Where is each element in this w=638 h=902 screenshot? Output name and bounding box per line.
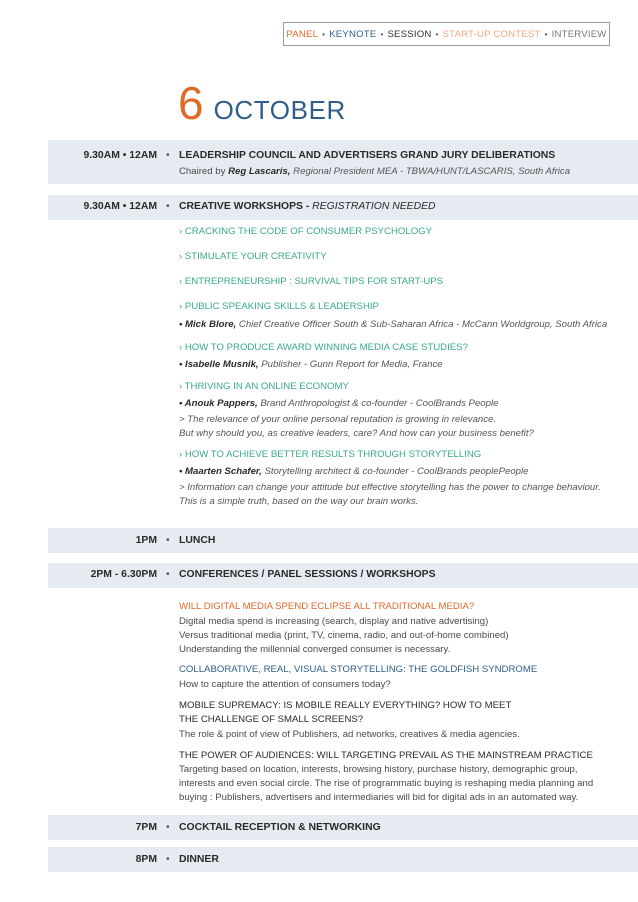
speaker-role: Publisher - Gunn Report for Media, France xyxy=(258,359,443,370)
session-description: Versus traditional media (print, TV, cinema, radio, and out-of-home combined) xyxy=(179,630,509,641)
session-title: THE POWER OF AUDIENCES: WILL TARGETING PREVAIL AS THE MAINSTREAM PRACTICE xyxy=(179,750,593,761)
chair-prefix: Chaired by xyxy=(179,166,229,177)
workshop-speaker xyxy=(179,466,528,477)
legend-separator: • xyxy=(322,29,326,39)
legend-keynote: KEYNOTE xyxy=(329,28,377,40)
date-month: OCTOBER xyxy=(213,95,346,125)
session-type-legend xyxy=(283,22,610,46)
speaker-name: • Maarten Schafer, xyxy=(179,466,262,477)
row-title-tail: REGISTRATION NEEDED xyxy=(312,201,436,212)
chair-name: Reg Lascaris, xyxy=(228,166,291,177)
row-title: LUNCH xyxy=(179,535,216,546)
row-title: CONFERENCES / PANEL SESSIONS / WORKSHOPS xyxy=(179,569,436,580)
date-day: 6 xyxy=(178,77,204,129)
row-time: 2PM - 6.30PM xyxy=(90,569,157,580)
date-heading xyxy=(178,77,346,129)
row-title: DINNER xyxy=(179,854,219,865)
row-time: 9.30AM • 12AM xyxy=(83,201,157,212)
legend-separator: • xyxy=(435,29,439,39)
row-bullet: • xyxy=(166,201,170,212)
row-bullet: • xyxy=(166,822,170,833)
workshop-title: › THRIVING IN AN ONLINE ECONOMY xyxy=(179,381,349,392)
workshop-title: › HOW TO PRODUCE AWARD WINNING MEDIA CASE STUDIES? xyxy=(179,342,468,353)
workshop-title: › ENTREPRENEURSHIP : SURVIVAL TIPS FOR START-UPS xyxy=(179,276,444,287)
session-description: buying : Publishers, advertisers and intermediaries will bid for digital ads in an automated way. xyxy=(179,792,579,803)
speaker-name: • Mick Blore, xyxy=(179,319,237,330)
workshop-note: > Information can change your attitude but effective storytelling has the power to change behaviour. xyxy=(179,482,601,493)
workshop-title: › PUBLIC SPEAKING SKILLS & LEADERSHIP xyxy=(179,301,379,312)
row-time: 9.30AM • 12AM xyxy=(83,150,157,161)
legend-session: SESSION xyxy=(387,28,432,40)
session-description: Targeting based on location, interests, browsing history, purchase history, demographic group, xyxy=(179,764,578,775)
row-time: 7PM xyxy=(135,822,157,833)
chair-role: Regional President MEA - TBWA/HUNT/LASCARIS, South Africa xyxy=(290,166,571,177)
agenda-row-band xyxy=(48,140,638,184)
session-title: THE CHALLENGE OF SMALL SCREENS? xyxy=(179,714,364,725)
row-time: 8PM xyxy=(135,854,157,865)
row-title: LEADERSHIP COUNCIL AND ADVERTISERS GRAND JURY DELIBERATIONS xyxy=(179,150,556,161)
speaker-role: Storytelling architect & co-founder - CoolBrands peoplePeople xyxy=(261,466,529,477)
legend-startup-contest: START-UP CONTEST xyxy=(442,28,541,40)
row-title xyxy=(179,201,436,212)
workshop-note: But why should you, as creative leaders, care? And how can your business benefit? xyxy=(179,428,534,439)
row-bullet: • xyxy=(166,854,170,865)
row-bullet: • xyxy=(166,150,170,161)
row-chair xyxy=(179,166,570,177)
session-description: Understanding the millennial converged consumer is necessary. xyxy=(179,644,451,655)
session-description: Digital media spend is increasing (search, display and native advertising) xyxy=(179,616,489,627)
workshop-speaker xyxy=(179,398,498,409)
row-time: 1PM xyxy=(135,535,157,546)
legend-separator: • xyxy=(380,29,384,39)
session-description: The role & point of view of Publishers, ad networks, creatives & media agencies. xyxy=(179,729,520,740)
legend-interview: INTERVIEW xyxy=(551,28,607,40)
legend-separator: • xyxy=(544,29,548,39)
legend-panel: PANEL xyxy=(286,28,319,40)
session-title: WILL DIGITAL MEDIA SPEND ECLIPSE ALL TRADITIONAL MEDIA? xyxy=(179,601,475,612)
workshop-speaker xyxy=(179,319,607,330)
workshop-title: › CRACKING THE CODE OF CONSUMER PSYCHOLOGY xyxy=(179,226,433,237)
workshop-note: > The relevance of your online personal reputation is growing in relevance. xyxy=(179,414,497,425)
speaker-role: Brand Anthropologist & co-founder - CoolBrands People xyxy=(257,398,499,409)
row-title-main: CREATIVE WORKSHOPS - xyxy=(179,201,313,212)
speaker-role: Chief Creative Officer South & Sub-Saharan Africa - McCann Worldgroup, South Africa xyxy=(236,319,608,330)
row-bullet: • xyxy=(166,535,170,546)
workshop-title: › STIMULATE YOUR CREATIVITY xyxy=(179,251,327,262)
workshop-note: This is a simple truth, based on the way our brain works. xyxy=(179,496,419,507)
workshop-title: › HOW TO ACHIEVE BETTER RESULTS THROUGH STORYTELLING xyxy=(179,449,482,460)
session-description: How to capture the attention of consumers today? xyxy=(179,679,391,690)
session-title: MOBILE SUPREMACY: IS MOBILE REALLY EVERYTHING? HOW TO MEET xyxy=(179,700,512,711)
workshop-speaker xyxy=(179,359,443,370)
session-title: COLLABORATIVE, REAL, VISUAL STORYTELLING: THE GOLDFISH SYNDROME xyxy=(179,664,538,675)
speaker-name: • Anouk Pappers, xyxy=(179,398,258,409)
speaker-name: • Isabelle Musnik, xyxy=(179,359,259,370)
session-description: interests and even social circle. The rise of programmatic buying is reshaping media planning and xyxy=(179,778,594,789)
row-bullet: • xyxy=(166,569,170,580)
row-title: COCKTAIL RECEPTION & NETWORKING xyxy=(179,822,381,833)
